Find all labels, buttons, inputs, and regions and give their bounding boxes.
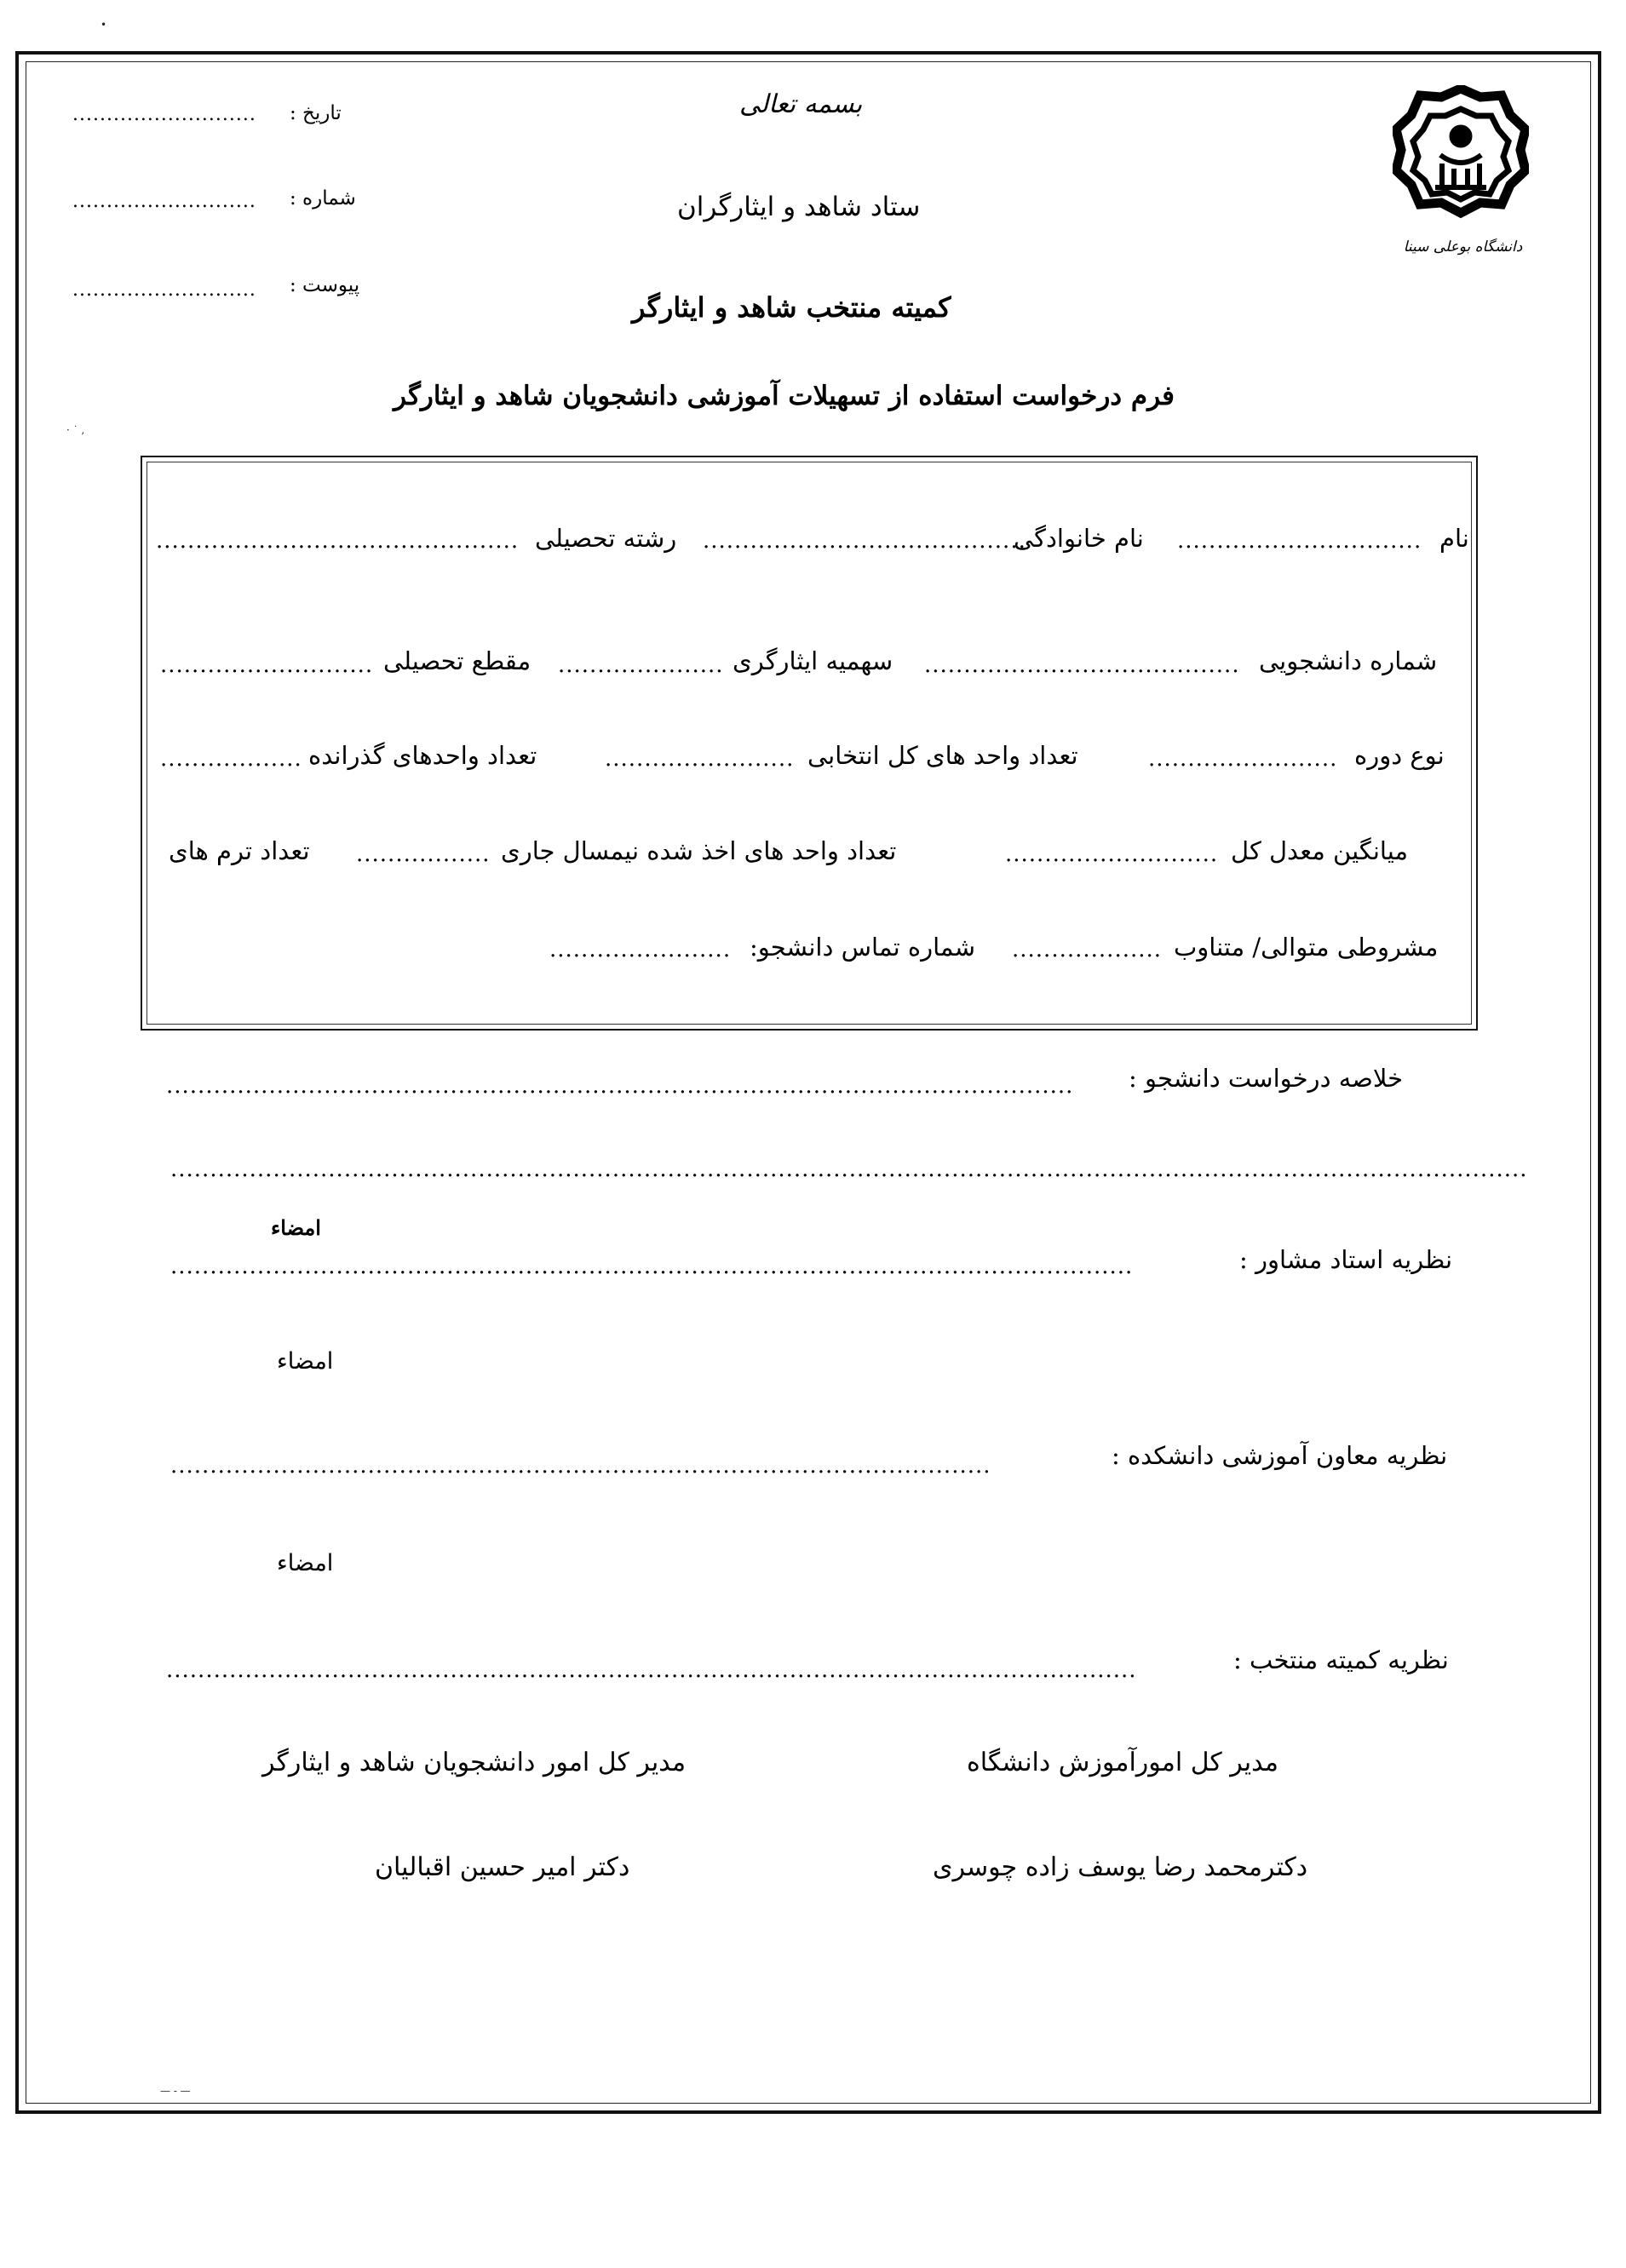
student-affairs-director-name: دکتر امیر حسین اقبالیان [375, 1852, 630, 1882]
scan-speck: · ˙ , [66, 424, 85, 436]
committee-title: کمیته منتخب شاهد و ایثارگر [632, 291, 951, 324]
student-id-field[interactable]: ........................................ [924, 652, 1240, 678]
date-dots: ........................... [72, 104, 256, 125]
request-summary-label: خلاصه درخواست دانشجو : [1129, 1064, 1404, 1093]
total-selected-units-field[interactable]: ........................ [605, 746, 795, 772]
family-name-field[interactable]: ......................................... [703, 528, 1026, 554]
form-title: فرم درخواست استفاده از تسهیلات آموزشی دانشجویان شاهد و ایثارگر [394, 381, 1175, 411]
contact-number-label: شماره تماس دانشجو: [750, 933, 975, 962]
quota-label: سهمیه ایثارگری [733, 646, 893, 675]
current-semester-units-field[interactable]: ................. [356, 841, 491, 867]
quota-field[interactable]: ..................... [558, 652, 724, 678]
headquarters-title: ستاد شاهد و ایثارگران [677, 192, 921, 222]
terms-count-label: تعداد ترم های [169, 836, 310, 865]
current-semester-units-label: تعداد واحد های اخذ شده نیمسال جاری [501, 836, 897, 865]
scan-speck: — - — [160, 2085, 191, 2097]
committee-opinion-label: نظریه کمیته منتخب : [1233, 1645, 1449, 1674]
education-director-title: مدیر کل امورآموزش دانشگاه [967, 1748, 1278, 1777]
basmala: بسمه تعالی [739, 89, 863, 119]
scan-speck: • [101, 19, 107, 31]
signature-label-deputy: امضاء [277, 1348, 334, 1375]
course-type-label: نوع دوره [1354, 741, 1445, 770]
probation-label: مشروطی متوالی/ متناوب [1174, 933, 1439, 962]
request-summary-field-line2[interactable]: ............................................................................................................................................................................ [170, 1157, 1528, 1182]
major-label: رشته تحصیلی [535, 524, 677, 553]
logo-caption: دانشگاه بوعلی سینا [1403, 238, 1523, 256]
student-affairs-director-title: مدیر کل امور دانشجویان شاهد و ایثارگر [262, 1748, 687, 1777]
advisor-opinion-field[interactable]: .......................................................................................................................... [170, 1254, 1134, 1279]
contact-number-field[interactable]: ....................... [549, 937, 732, 962]
name-field[interactable]: ............................... [1177, 528, 1422, 554]
overall-gpa-label: میانگین معدل کل [1231, 836, 1409, 865]
passed-units-label: تعداد واحدهای گذرانده [308, 741, 537, 770]
signature-label-committee: امضاء [277, 1550, 334, 1576]
advisor-opinion-label: نظریه استاد مشاور : [1239, 1245, 1453, 1274]
probation-field[interactable]: ................... [1012, 937, 1163, 962]
total-selected-units-label: تعداد واحد های کل انتخابی [807, 741, 1078, 770]
attachment-dots: ........................... [72, 279, 256, 301]
university-emblem-icon [1393, 85, 1529, 238]
name-label: نام [1439, 524, 1469, 553]
faculty-deputy-opinion-label: نظریه معاون آموزشی دانشکده : [1112, 1441, 1448, 1470]
degree-level-field[interactable]: ........................... [160, 652, 374, 678]
attachment-label: پیوست : [290, 274, 360, 296]
student-id-label: شماره دانشجویی [1259, 646, 1438, 675]
committee-opinion-field[interactable]: ........................................................................................................................... [166, 1657, 1137, 1683]
passed-units-field[interactable]: .................. [160, 746, 302, 772]
major-field[interactable]: .............................................. [156, 528, 520, 554]
faculty-deputy-opinion-field[interactable]: ........................................................................................................ [170, 1453, 991, 1479]
overall-gpa-field[interactable]: ........................... [1005, 841, 1219, 867]
family-name-label: نام خانوادگی [1014, 524, 1144, 553]
signature-label-advisor: امضاء [271, 1215, 321, 1240]
number-dots: ........................... [72, 191, 256, 212]
course-type-field[interactable]: ........................ [1148, 746, 1338, 772]
request-summary-field-line1[interactable]: ................................................................................................................... [166, 1073, 1074, 1099]
degree-level-label: مقطع تحصیلی [383, 646, 531, 675]
date-label: تاریخ : [290, 102, 342, 124]
number-label: شماره : [290, 187, 356, 210]
education-director-name: دکترمحمد رضا یوسف زاده چوسری [933, 1852, 1308, 1882]
